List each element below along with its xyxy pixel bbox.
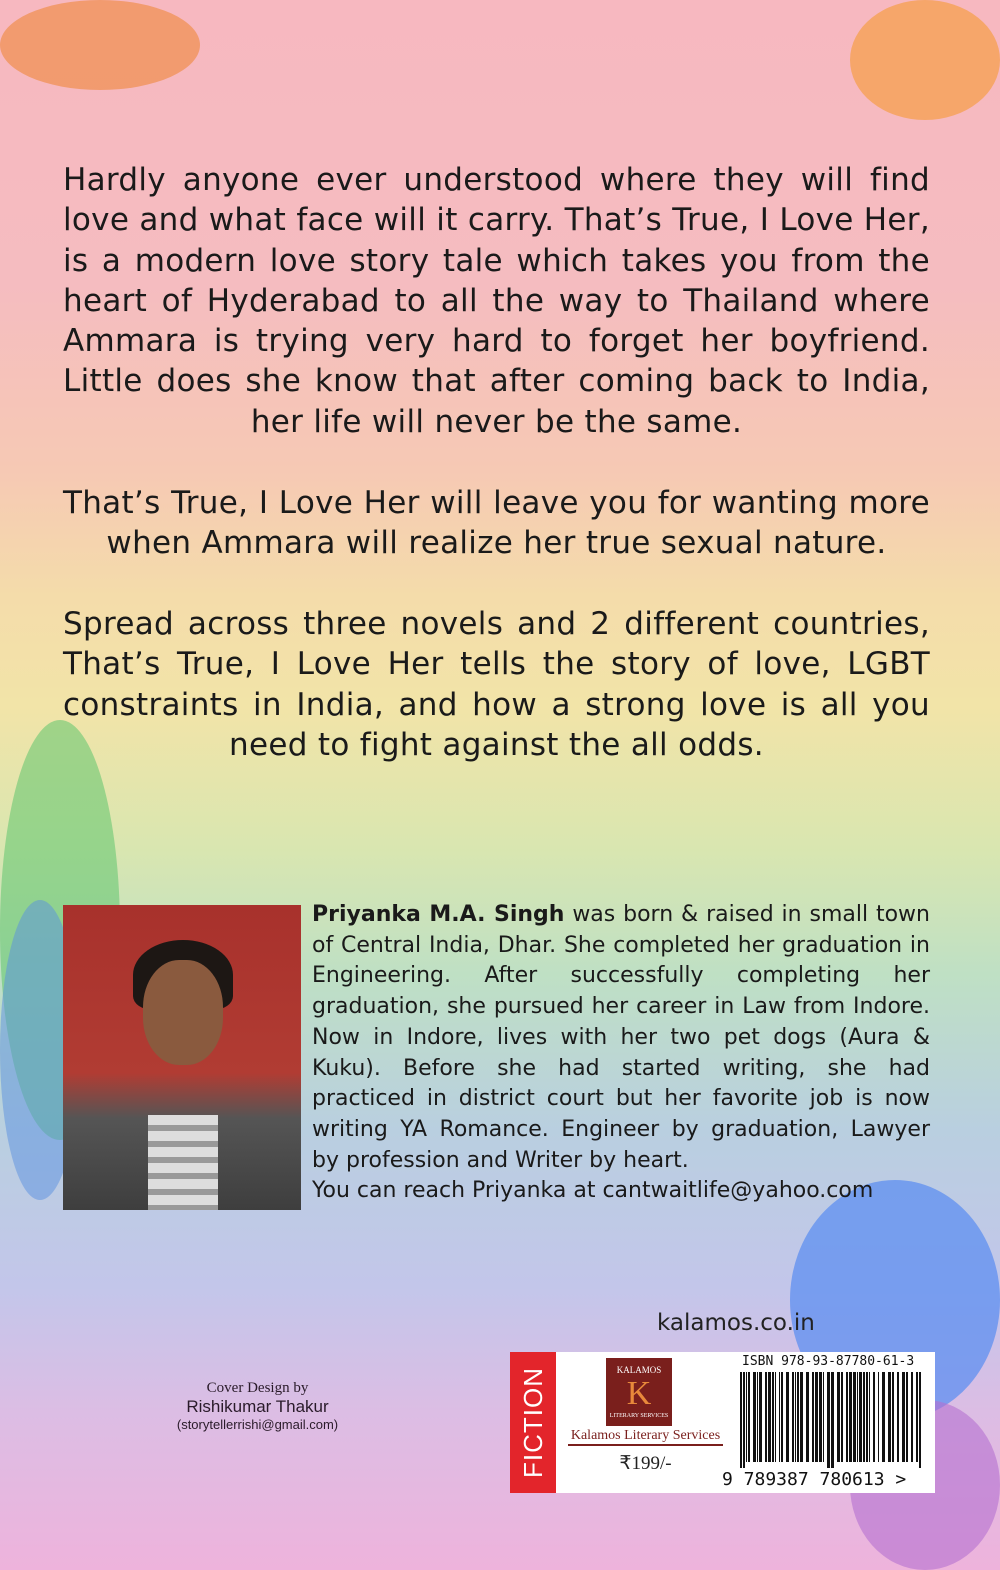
barcode-bar <box>753 1372 756 1462</box>
barcode-bar <box>857 1372 858 1462</box>
cover-credit <box>140 1380 375 1432</box>
publisher-logo <box>606 1358 672 1426</box>
barcode-bar <box>768 1372 771 1462</box>
genre-label: FICTION <box>510 1352 556 1493</box>
barcode-bar <box>892 1372 894 1462</box>
barcode-bar <box>853 1372 856 1462</box>
barcode-bar <box>743 1372 745 1468</box>
barcode-bar <box>869 1372 870 1462</box>
barcode-bar <box>795 1372 796 1462</box>
barcode-bar <box>841 1372 843 1462</box>
barcode-bar <box>837 1372 840 1462</box>
barcode-bar <box>911 1372 913 1462</box>
credit-label: Cover Design by <box>206 1380 309 1396</box>
barcode-bar <box>866 1372 868 1462</box>
barcode-bar <box>823 1372 824 1462</box>
blurb-paragraph-3: Spread across three novels and 2 different countries, That’s True, I Love Her tells the story of love, LGBT constraints in India, and how a strong love is all you need to fight against the all odds. <box>63 606 930 763</box>
barcode-bar <box>827 1372 830 1468</box>
barcode-bar <box>765 1372 767 1462</box>
barcode-bar <box>781 1372 783 1462</box>
barcode-bar <box>819 1372 822 1462</box>
barcode-bar <box>902 1372 905 1462</box>
author-bio <box>312 900 930 1207</box>
barcode-bar <box>882 1372 885 1462</box>
barcode <box>738 1372 928 1468</box>
credit-name: Rishikumar Thakur <box>186 1397 329 1416</box>
barcode-bar <box>812 1372 814 1462</box>
publisher-website: kalamos.co.in <box>657 1310 815 1336</box>
isbn: ISBN 978-93-87780-61-3 <box>742 1354 915 1369</box>
credit-email: (storytellerrishi@gmail.com) <box>176 1417 339 1432</box>
barcode-bar <box>792 1372 794 1462</box>
barcode-bar <box>748 1372 750 1462</box>
barcode-number: 9 789387 780613 > <box>722 1469 907 1490</box>
logo-letter: K <box>626 1374 652 1412</box>
barcode-bar <box>831 1372 834 1468</box>
blurb-paragraph-2: That’s True, I Love Her will leave you for wanting more when Ammara will realize her true sexual nature. <box>63 485 930 562</box>
barcode-bar <box>859 1372 862 1462</box>
publisher-box <box>510 1352 935 1493</box>
barcode-bar <box>800 1372 803 1462</box>
orange-splash <box>850 0 1000 120</box>
blurb-paragraph-1: Hardly anyone ever understood where they will find love and what face will it carry. That’s True, I Love Her, is a modern love story tale which takes you from the heart of Hyderabad to all the way to Thailand where Ammara is trying very hard to forget her boyfriend. Little does she know that after coming back to India, her life will never be the same. <box>63 162 930 440</box>
barcode-bar <box>775 1372 776 1462</box>
barcode-bar <box>906 1372 908 1462</box>
barcode-bar <box>846 1372 848 1462</box>
barcode-bar <box>806 1372 809 1462</box>
barcode-bar <box>815 1372 818 1462</box>
barcode-bar <box>746 1372 747 1462</box>
publisher-name: Kalamos Literary Services <box>568 1428 723 1446</box>
author-contact: You can reach Priyanka at cantwaitlife@yahoo.com <box>312 1178 874 1204</box>
price: ₹199/- <box>619 1453 672 1474</box>
author-name: Priyanka M.A. Singh <box>312 902 565 927</box>
author-bio-text: was born & raised in small town of Central India, Dhar. She completed her graduation in Engineering. After successfully completing her graduation, she pursued her career in Law from Indore. Now in Indore, lives with her two pet dogs (Aura & Kuku). Before she had started writing, she had practiced in district court but her favorite job is now writing YA Romance. Engineer by graduation, Lawyer by profession and Writer by heart. <box>312 902 930 1173</box>
barcode-bar <box>757 1372 758 1462</box>
barcode-bar <box>888 1372 891 1462</box>
barcode-bar <box>919 1372 921 1468</box>
logo-sub: LITERARY SERVICES <box>609 1412 669 1419</box>
barcode-bar <box>772 1372 774 1462</box>
barcode-bar <box>916 1372 918 1462</box>
barcode-bar <box>779 1372 780 1462</box>
barcode-bar <box>878 1372 879 1462</box>
orange-splash <box>0 0 200 90</box>
barcode-bar <box>897 1372 899 1462</box>
barcode-bar <box>797 1372 799 1462</box>
barcode-bar <box>786 1372 789 1462</box>
barcode-bar <box>740 1372 742 1468</box>
barcode-bar <box>873 1372 875 1462</box>
barcode-bar <box>849 1372 852 1462</box>
barcode-bar <box>863 1372 865 1462</box>
author-photo <box>63 905 301 1210</box>
barcode-bar <box>759 1372 762 1462</box>
logo-name: KALAMOS <box>616 1364 662 1375</box>
